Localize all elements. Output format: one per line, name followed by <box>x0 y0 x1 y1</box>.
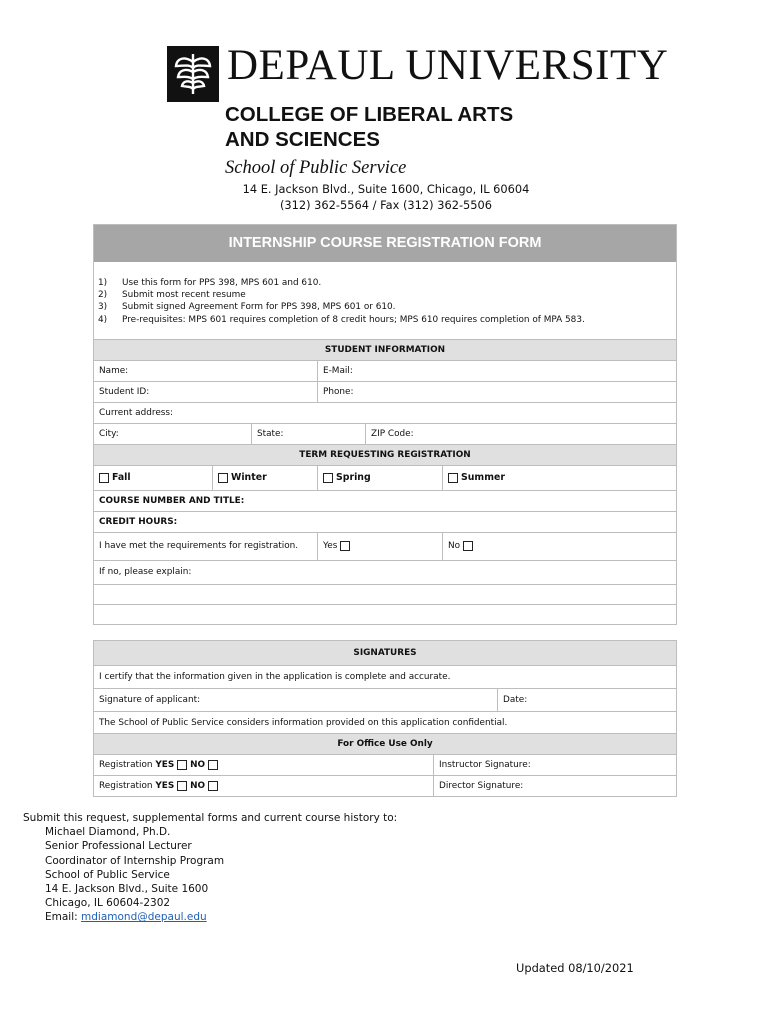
date-field[interactable]: Date: <box>497 689 676 711</box>
office-use-heading: For Office Use Only <box>94 733 676 754</box>
address-block <box>226 181 546 213</box>
instruction-item: 3) Submit signed Agreement Form for PPS 398, MPS 601 or 610. <box>98 302 396 313</box>
requirements-label: I have met the requirements for registration. <box>99 541 299 552</box>
address-row <box>94 402 676 423</box>
registration-form <box>93 224 677 625</box>
registration-yes-no-2: Registration YES NO <box>94 776 433 796</box>
applicant-signature-field[interactable]: Signature of applicant: <box>99 695 201 705</box>
checkbox-summer[interactable] <box>448 473 458 483</box>
credit-row <box>94 511 676 532</box>
city-field[interactable]: City: <box>99 428 119 439</box>
requirements-no[interactable]: No <box>442 533 676 560</box>
instruction-item: 4) Pre-requisites: MPS 601 requires completion of 8 credit hours; MPS 610 requires completion of MPA 583. <box>98 314 585 325</box>
checkbox-registration-yes[interactable] <box>177 781 187 791</box>
explain-row <box>94 560 676 584</box>
term-heading: TERM REQUESTING REGISTRATION <box>94 444 676 465</box>
director-signature-field[interactable]: Director Signature: <box>433 776 676 796</box>
college-line-1: COLLEGE OF LIBERAL ARTS <box>225 103 514 126</box>
term-option-spring[interactable]: Spring <box>317 466 442 490</box>
phone-fax-line: (312) 362-5564 / Fax (312) 362-5506 <box>279 198 493 212</box>
course-number-field[interactable]: COURSE NUMBER AND TITLE: <box>99 495 245 506</box>
contact-city: Chicago, IL 60604-2302 <box>45 897 171 910</box>
instruction-item: 2) Submit most recent resume <box>98 290 246 301</box>
confidential-text: The School of Public Service considers information provided on this application confidential. <box>99 717 508 728</box>
explain-line-2[interactable] <box>94 584 676 604</box>
signatures-section <box>93 640 677 797</box>
updated-date: Updated 08/10/2021 <box>516 961 634 975</box>
phone-field[interactable]: Phone: <box>317 382 676 402</box>
email-link[interactable]: mdiamond@depaul.edu <box>81 911 207 924</box>
explain-field[interactable]: If no, please explain: <box>99 567 192 578</box>
current-address-field[interactable]: Current address: <box>99 407 174 418</box>
contact-name: Michael Diamond, Ph.D. <box>45 826 171 839</box>
certify-text: I certify that the information given in the application is complete and accurate. <box>99 672 451 682</box>
contact-role: Coordinator of Internship Program <box>45 854 225 867</box>
contact-email-line: Email: mdiamond@depaul.edu <box>45 911 207 924</box>
confidential-row <box>94 711 676 733</box>
office-registration-row-1 <box>94 754 676 775</box>
id-phone-row <box>94 381 676 402</box>
signatures-heading: SIGNATURES <box>94 641 676 665</box>
submit-instructions <box>23 811 397 925</box>
form-title: INTERNSHIP COURSE REGISTRATION FORM <box>94 225 676 262</box>
contact-school: School of Public Service <box>45 868 170 881</box>
office-registration-row-2 <box>94 775 676 796</box>
college-line-2: AND SCIENCES <box>225 128 380 151</box>
college-name <box>225 102 513 152</box>
checkbox-registration-no[interactable] <box>208 760 218 770</box>
term-row <box>94 465 676 490</box>
university-name: DEPAUL UNIVERSITY <box>227 42 669 89</box>
term-option-winter[interactable]: Winter <box>212 466 317 490</box>
depaul-shield-icon <box>167 46 219 102</box>
zip-field[interactable]: ZIP Code: <box>365 424 676 444</box>
credit-hours-field[interactable]: CREDIT HOURS: <box>99 516 178 527</box>
instructions-list <box>94 262 676 339</box>
requirements-yes[interactable]: Yes <box>317 533 442 560</box>
certify-row <box>94 665 676 688</box>
checkbox-registration-no[interactable] <box>208 781 218 791</box>
explain-line-3[interactable] <box>94 604 676 624</box>
student-id-field[interactable]: Student ID: <box>99 386 150 397</box>
checkbox-registration-yes[interactable] <box>177 760 187 770</box>
instructor-signature-field[interactable]: Instructor Signature: <box>433 755 676 775</box>
registration-yes-no-1: Registration YES NO <box>94 755 433 775</box>
requirements-row <box>94 532 676 560</box>
checkbox-yes[interactable] <box>340 541 350 551</box>
checkbox-winter[interactable] <box>218 473 228 483</box>
applicant-signature-row <box>94 688 676 711</box>
contact-title: Senior Professional Lecturer <box>45 840 192 853</box>
checkbox-no[interactable] <box>463 541 473 551</box>
school-name: School of Public Service <box>225 158 407 178</box>
instruction-item: 1) Use this form for PPS 398, MPS 601 and 610. <box>98 278 322 288</box>
student-info-heading: STUDENT INFORMATION <box>94 339 676 360</box>
name-email-row <box>94 360 676 381</box>
term-option-summer[interactable]: Summer <box>442 466 676 490</box>
contact-street: 14 E. Jackson Blvd., Suite 1600 <box>45 883 209 896</box>
term-option-fall[interactable]: Fall <box>94 466 212 490</box>
state-field[interactable]: State: <box>251 424 365 444</box>
email-field[interactable]: E-Mail: <box>317 361 676 381</box>
checkbox-spring[interactable] <box>323 473 333 483</box>
checkbox-fall[interactable] <box>99 473 109 483</box>
course-row <box>94 490 676 511</box>
city-state-zip-row <box>94 423 676 444</box>
name-field[interactable]: Name: <box>99 365 129 376</box>
submit-intro: Submit this request, supplemental forms and current course history to: <box>23 812 398 824</box>
address-line: 14 E. Jackson Blvd., Suite 1600, Chicago, IL 60604 <box>242 182 530 196</box>
